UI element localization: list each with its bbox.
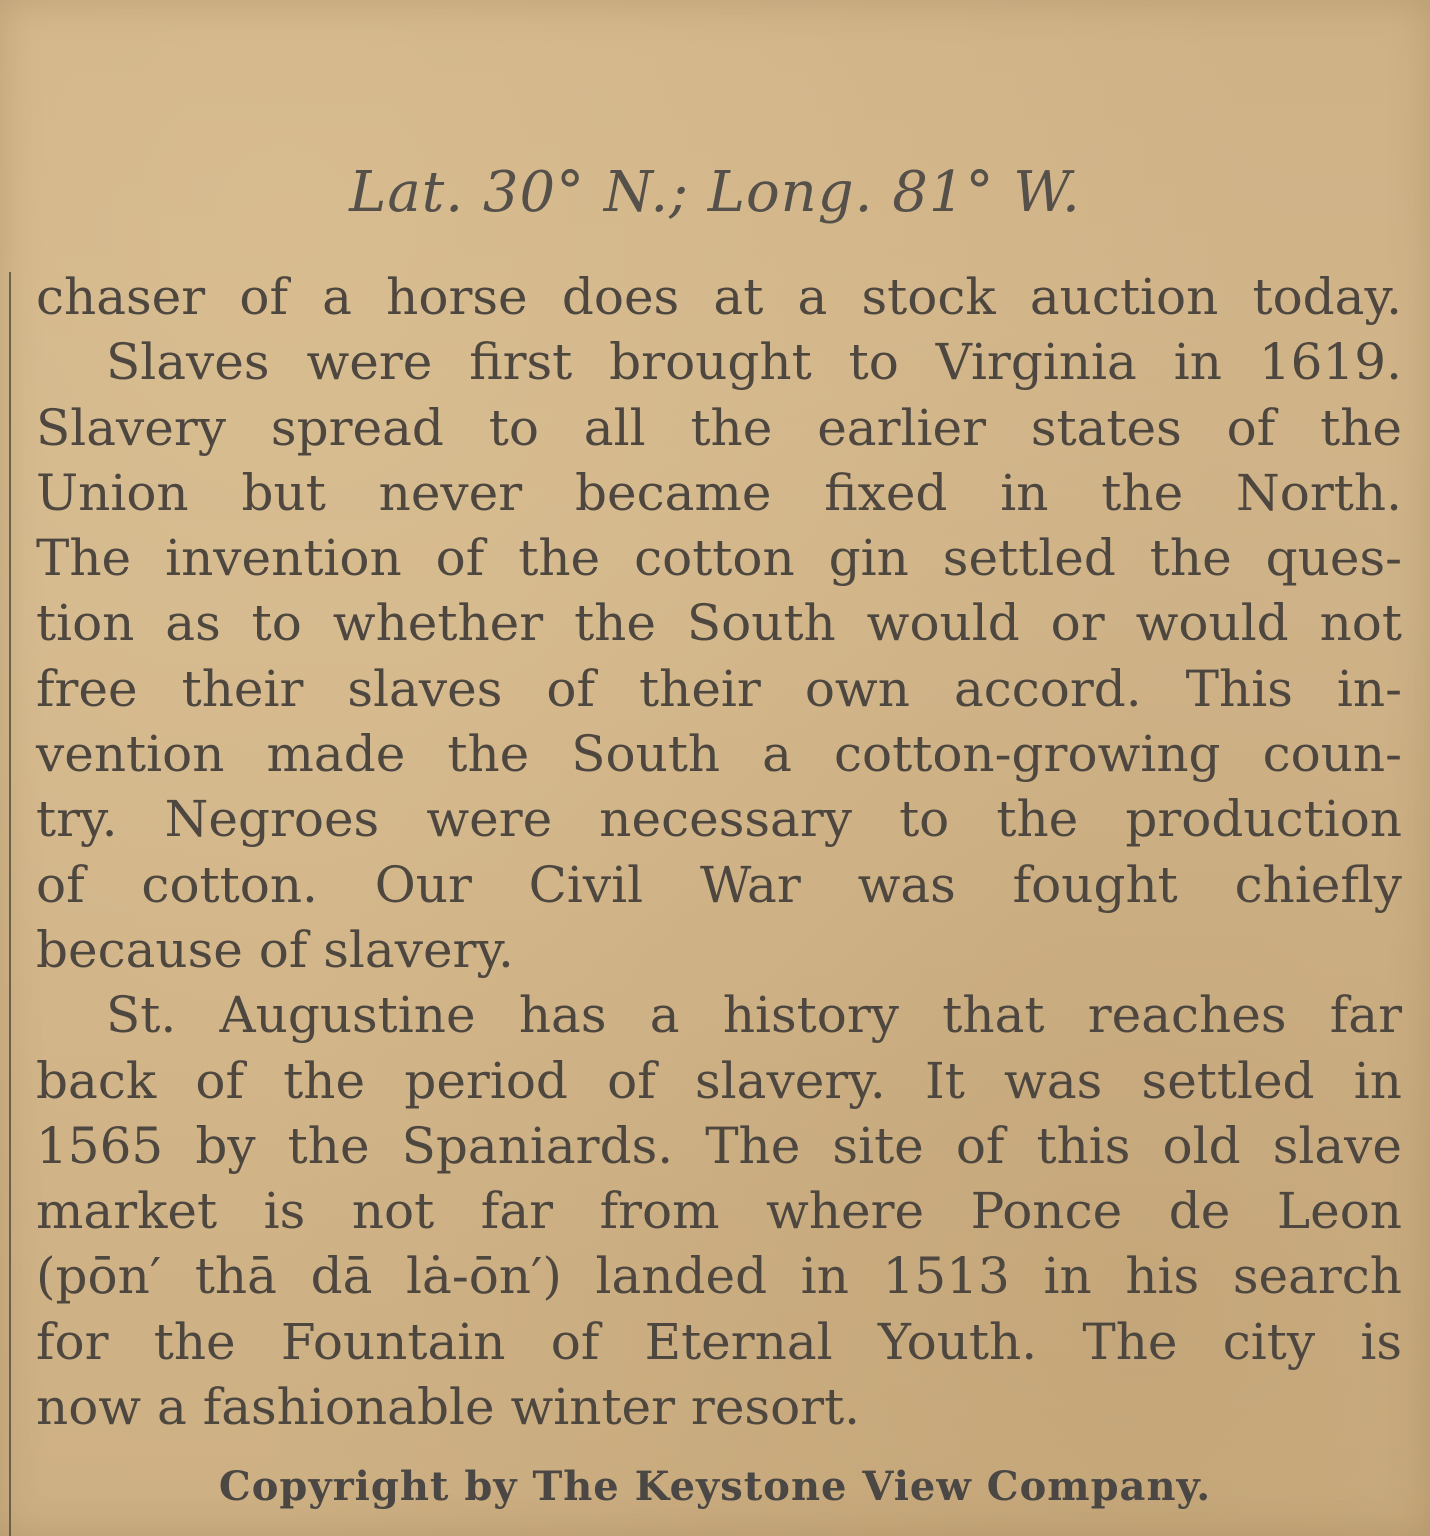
copyright-notice: Copyright by The Keystone View Company. — [218, 1463, 1212, 1510]
left-margin-rule — [9, 272, 11, 1536]
text-line: Union but never became fixed in the North. — [36, 463, 1402, 522]
text-line: free their slaves of their own accord. This in- — [36, 659, 1402, 718]
text-line: vention made the South a cotton-growing coun- — [36, 725, 1402, 784]
text-line: 1565 by the Spaniards. The site of this old slave — [36, 1116, 1402, 1175]
text-line: Slaves were first brought to Virginia in 1619. — [106, 333, 1402, 392]
text-line: The invention of the cotton gin settled the ques- — [36, 529, 1402, 588]
coordinates-heading: Lat. 30° N.; Long. 81° W. — [349, 160, 1081, 225]
text-line: (pōn′ thā dā lȧ-ōn′) landed in 1513 in his search — [36, 1247, 1402, 1306]
text-line: for the Fountain of Eternal Youth. The city is — [36, 1312, 1402, 1371]
text-line: of cotton. Our Civil War was fought chiefly — [36, 855, 1402, 914]
text-line: chaser of a horse does at a stock auction today. — [36, 268, 1402, 326]
body-text — [36, 265, 1402, 1440]
text-line: tion as to whether the South would or would not — [36, 594, 1402, 653]
text-line: back of the period of slavery. It was settled in — [36, 1051, 1402, 1110]
text-line: now a fashionable winter resort. — [36, 1378, 861, 1437]
text-line: St. Augustine has a history that reaches far — [106, 986, 1402, 1045]
text-line: because of slavery. — [36, 920, 514, 979]
text-line: try. Negroes were necessary to the production — [36, 790, 1402, 849]
text-line: market is not far from where Ponce de Leon — [36, 1182, 1402, 1241]
text-line: Slavery spread to all the earlier states of the — [36, 398, 1402, 457]
